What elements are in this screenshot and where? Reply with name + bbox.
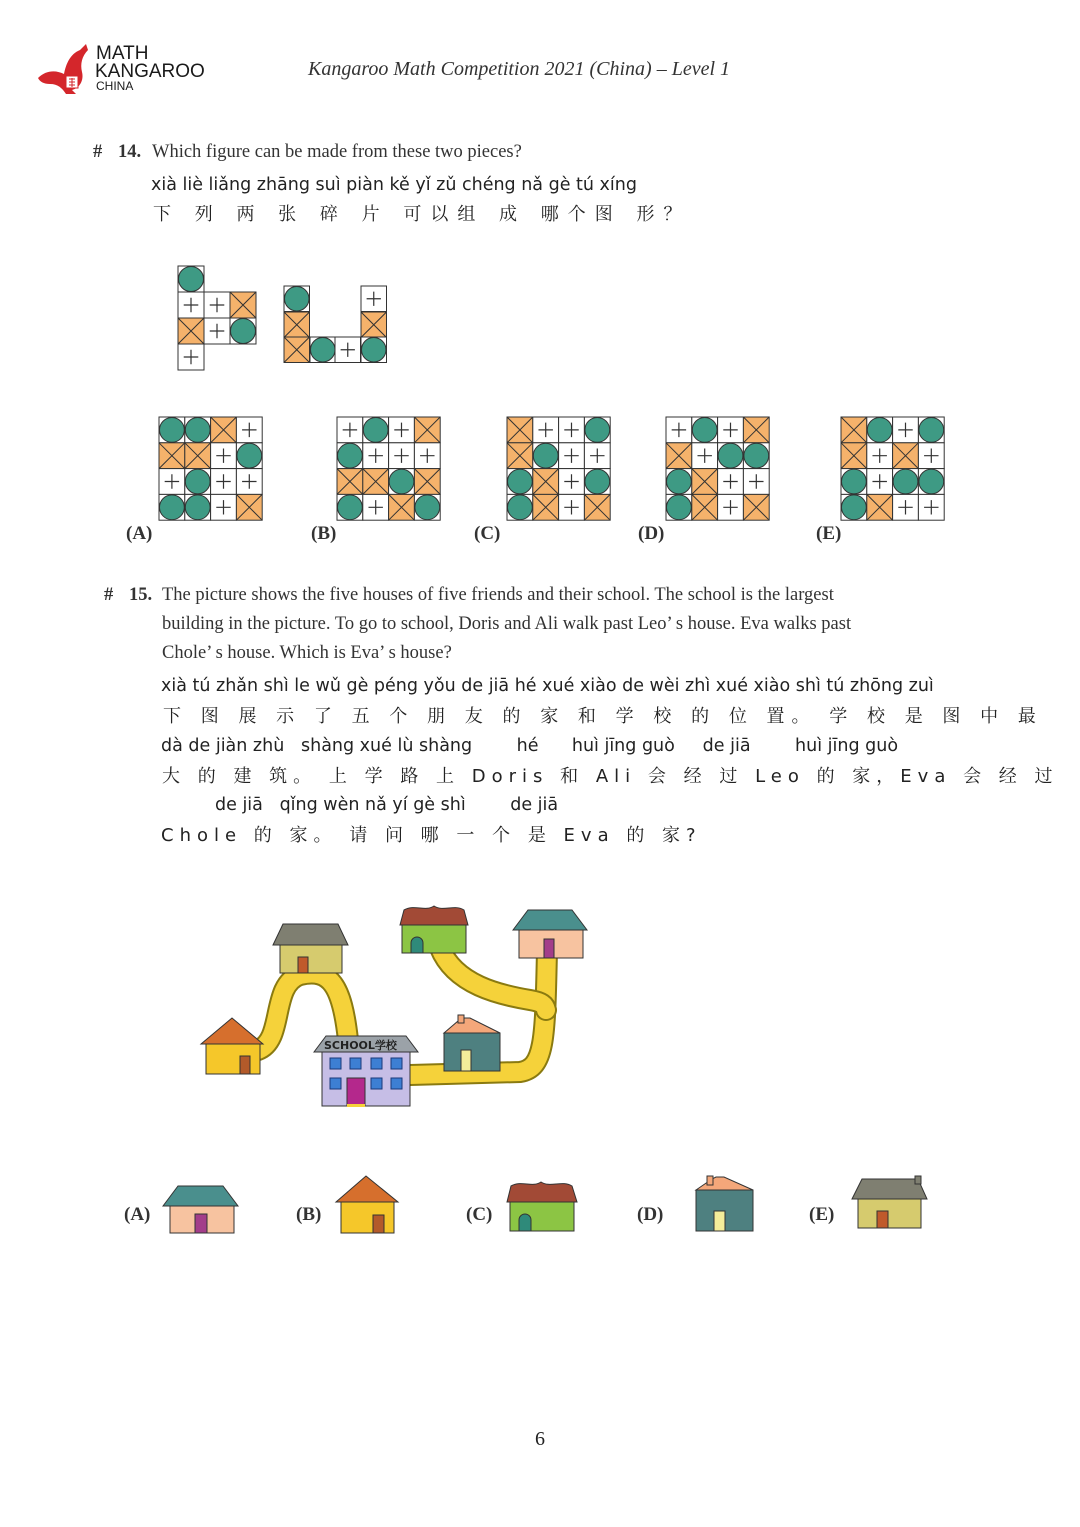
- q15-text-line3: Chole’ s house. Which is Eva’ s house?: [162, 643, 452, 663]
- answer-house-yellow: [336, 1176, 398, 1233]
- q15-text-line1: The picture shows the five houses of five friends and their school. The school is the largest: [162, 585, 834, 605]
- q15-text-line2: building in the picture. To go to school, Doris and Ali walk past Leo’ s house. Eva walks past: [162, 614, 852, 634]
- q14-option-c[interactable]: (C): [474, 523, 501, 544]
- header-title: Kangaroo Math Competition 2021 (China) – Level 1: [308, 58, 731, 80]
- logo-kangaroo: KANGAROO: [95, 61, 205, 82]
- q15-row3-hanzi: Chole 的 家。 请 问 哪 一 个 是 Eva 的 家?: [161, 825, 702, 846]
- answer-house-green: [507, 1182, 577, 1231]
- q14-hanzi: 下 列 两 张 碎 片 可以组 成 哪个图 形？: [153, 204, 691, 225]
- q14-option-b[interactable]: (B): [311, 523, 337, 544]
- logo-math: MATH: [96, 43, 149, 64]
- q14-marker: #: [93, 142, 103, 162]
- page-number: 6: [535, 1428, 545, 1450]
- q14-option-a[interactable]: (A): [126, 523, 153, 544]
- q14-number: 14.: [118, 142, 142, 162]
- logo-china: CHINA: [96, 79, 134, 93]
- answer-house-peach: [163, 1186, 238, 1233]
- q14-text: Which figure can be made from these two pieces?: [152, 142, 522, 162]
- q15-row2-hanzi: 大 的 建 筑。 上 学 路 上 Doris 和 Ali 会 经 过 Leo 的 家，Eva 会 经 过: [162, 766, 1059, 787]
- school-sign: SCHOOL学校: [324, 1039, 397, 1052]
- answer-house-teal: [696, 1176, 753, 1231]
- q15-row1-pinyin: xià tú zhǎn shì le wǔ gè péng yǒu de jiā hé xué xiào de wèi zhì xué xiào shì tú zhōng zuì: [161, 676, 934, 696]
- q15-row3-pinyin: de jiā qǐng wèn nǎ yí gè shì de jiā: [215, 795, 559, 815]
- q15-row1-hanzi: 下 图 展 示 了 五 个 朋 友 的 家 和 学 校 的 位 置。 学 校 是 图 中 最: [163, 706, 1043, 727]
- q14-option-e[interactable]: (E): [816, 523, 842, 544]
- answer-house-olive: [852, 1176, 927, 1228]
- q15-option-c[interactable]: (C): [466, 1204, 493, 1225]
- q15-option-a[interactable]: (A): [124, 1204, 151, 1225]
- q14-pinyin: xià liè liǎng zhāng suì piàn kě yǐ zǔ chéng nǎ gè tú xíng: [151, 175, 637, 195]
- q15-option-b[interactable]: (B): [296, 1204, 322, 1225]
- q15-marker: #: [104, 585, 114, 605]
- q15-row2-pinyin: dà de jiàn zhù shàng xué lù shàng hé huì jīng guò de jiā huì jīng guò: [161, 736, 899, 756]
- q15-option-e[interactable]: (E): [809, 1204, 835, 1225]
- q15-option-d[interactable]: (D): [637, 1204, 664, 1225]
- q15-number: 15.: [129, 585, 153, 605]
- q14-option-d[interactable]: (D): [638, 523, 665, 544]
